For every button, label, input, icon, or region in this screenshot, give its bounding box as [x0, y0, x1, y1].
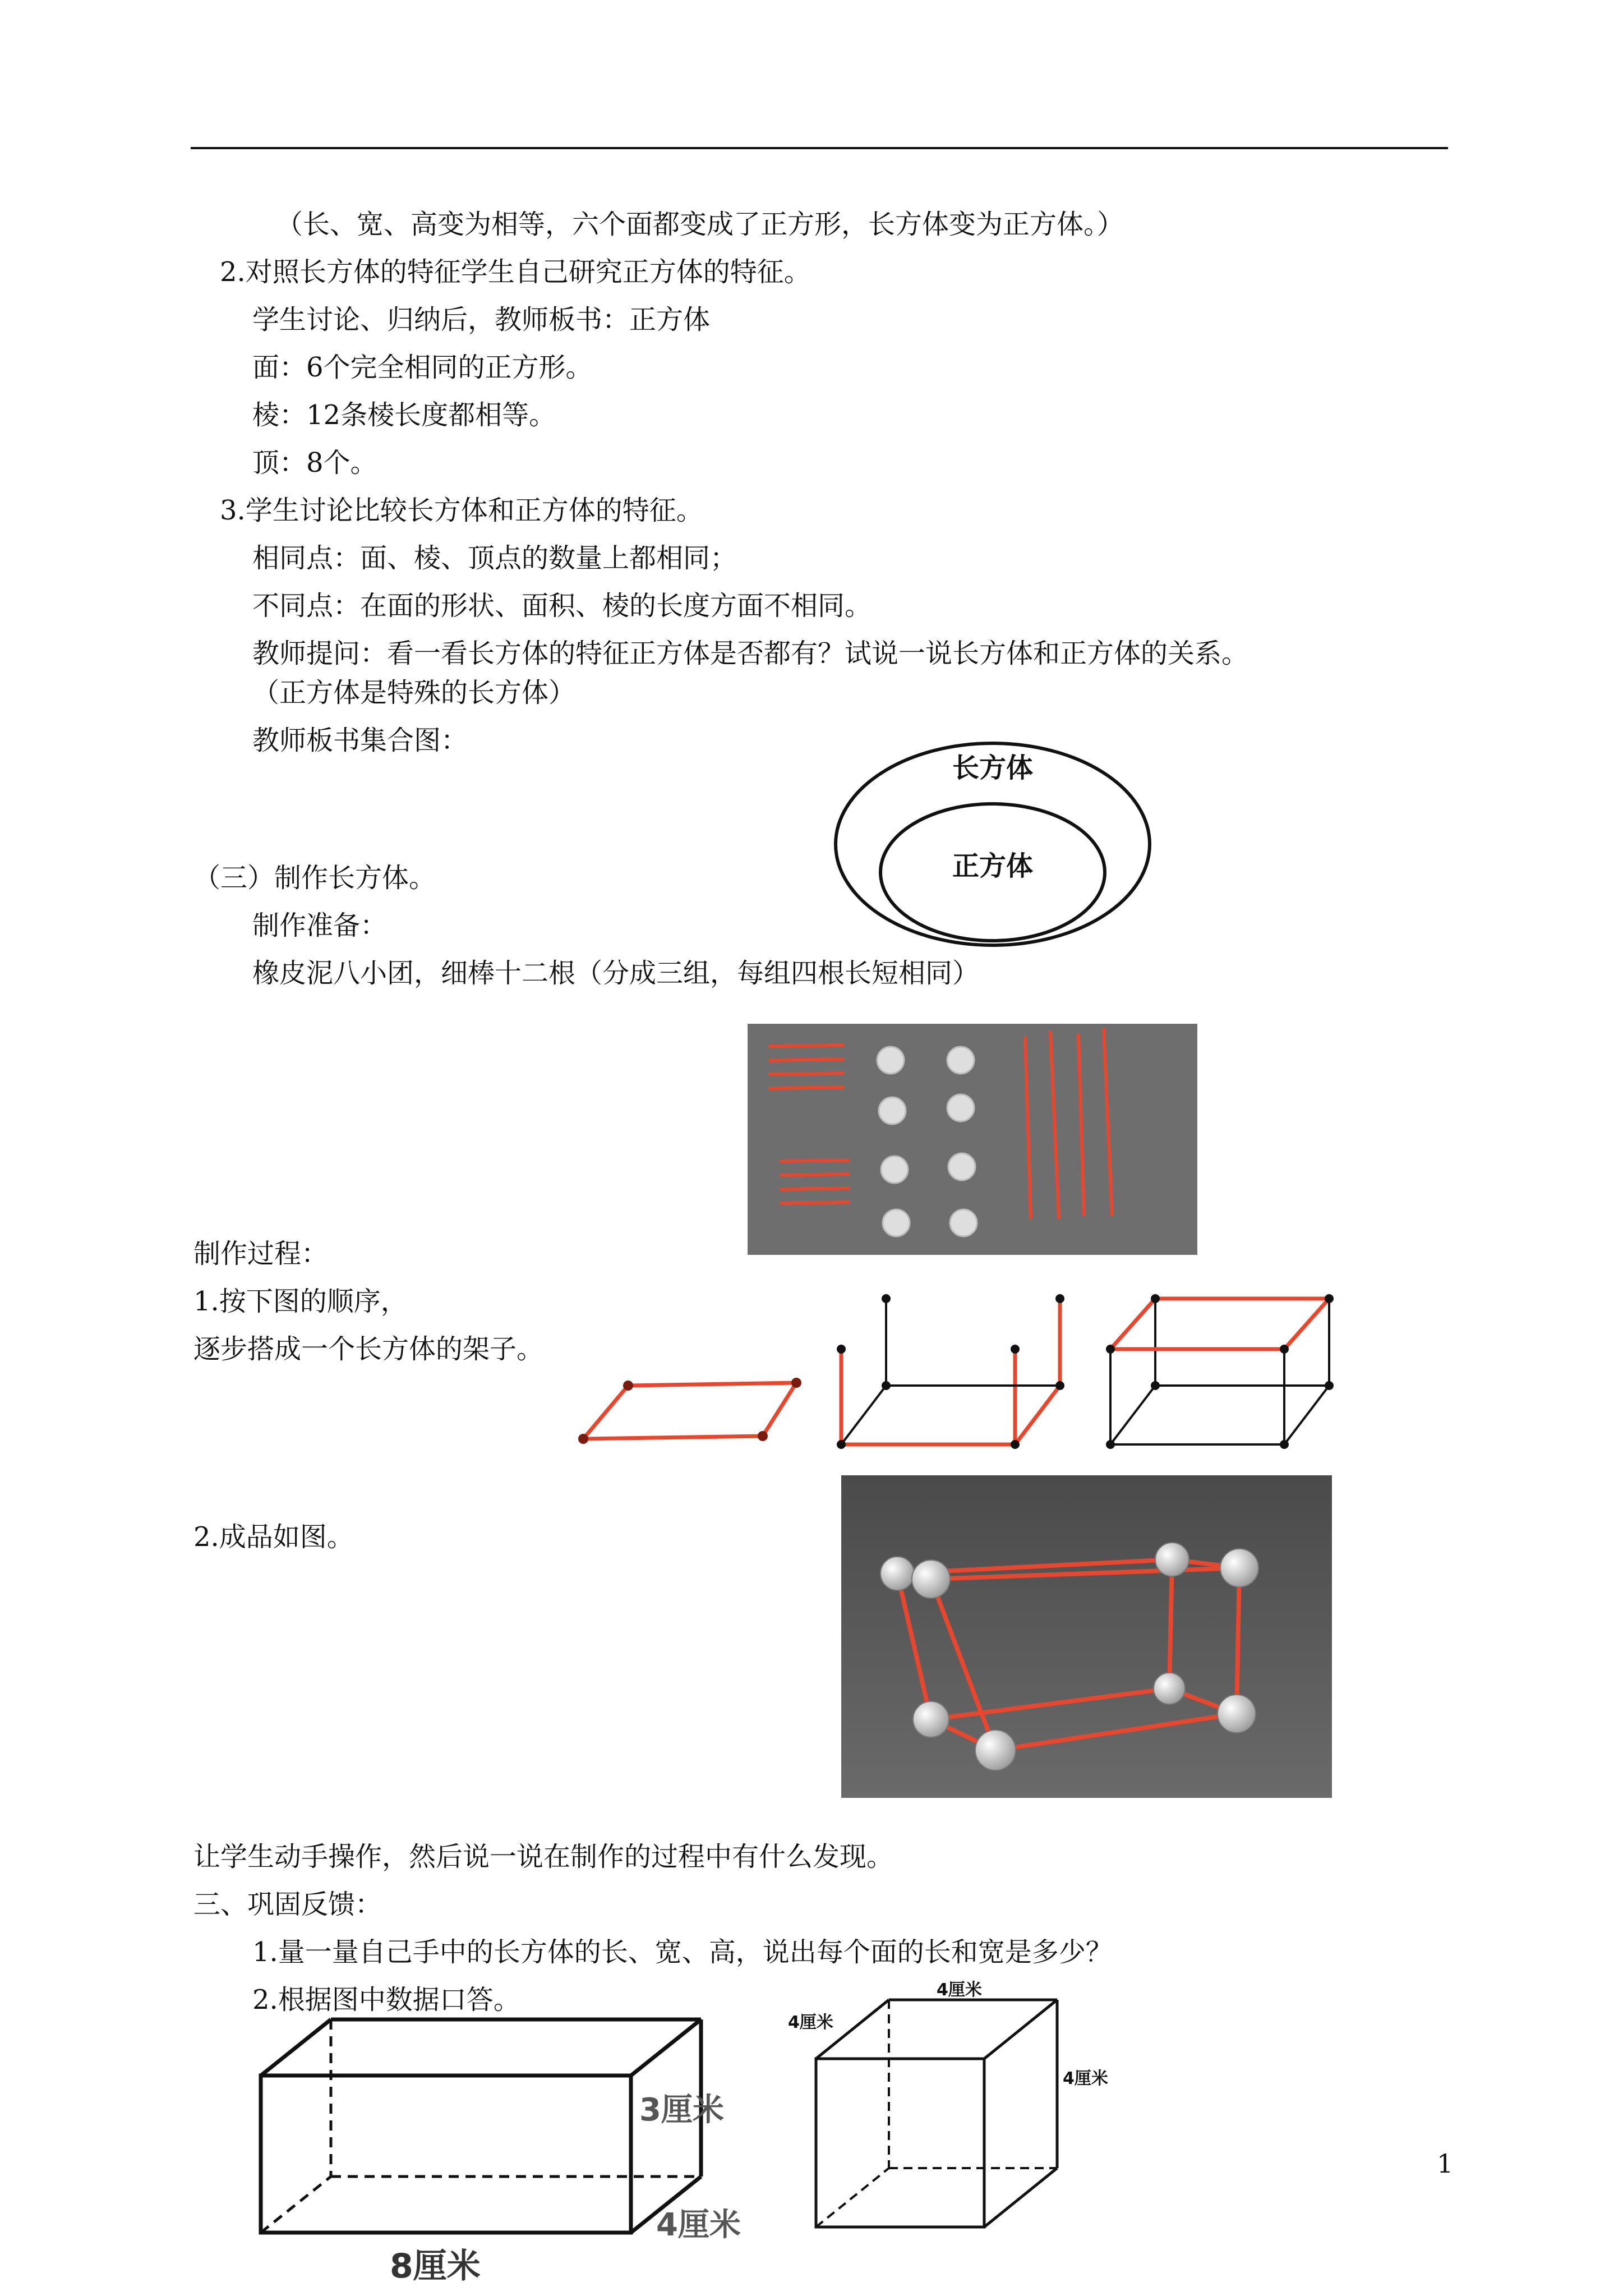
cuboid-figure	[252, 2008, 768, 2289]
cuboid-width-label: 4厘米	[656, 2207, 741, 2243]
text-line-21: 三、巩固反馈：	[193, 1889, 382, 1920]
venn-outer-label: 长方体	[952, 752, 1034, 784]
materials-photo	[748, 1024, 1197, 1255]
step-3-frame	[1099, 1287, 1346, 1456]
text-line-3: 学生讨论、归纳后，教师板书：正方体	[252, 304, 711, 335]
text-line-12: 教师板书集合图：	[252, 725, 468, 756]
cube-top-label: 4厘米	[937, 1980, 982, 2000]
text-line-23: 2.根据图中数据口答。	[252, 1984, 520, 2016]
set-diagram	[830, 738, 1155, 951]
cube-right-label: 4厘米	[1063, 2069, 1108, 2088]
text-line-7: 3.学生讨论比较长方体和正方体的特征。	[220, 495, 703, 526]
text-line-20: 让学生动手操作，然后说一说在制作的过程中有什么发现。	[193, 1841, 894, 1872]
text-line-11: （正方体是特殊的长方体）	[252, 677, 576, 708]
text-line-17: 1.按下图的顺序，	[193, 1286, 408, 1317]
text-line-4: 面：6个完全相同的正方形。	[252, 352, 593, 383]
header-rule	[191, 147, 1448, 149]
text-line-19: 2.成品如图。	[193, 1521, 354, 1553]
text-line-1: （长、宽、高变为相等，六个面都变成了正方形，长方体变为正方体。）	[276, 209, 1124, 240]
text-line-2: 2.对照长方体的特征学生自己研究正方体的特征。	[220, 256, 811, 288]
text-line-15: 橡皮泥八小团，细棒十二根（分成三组，每组四根长短相同）	[252, 958, 980, 989]
text-line-13: （三）制作长方体。	[193, 862, 436, 894]
page-number: 1	[1437, 2148, 1454, 2179]
text-line-18: 逐步搭成一个长方体的架子。	[193, 1333, 544, 1365]
venn-inner-label: 正方体	[952, 850, 1034, 882]
text-line-14: 制作准备：	[252, 910, 388, 941]
cuboid-height-label: 3厘米	[639, 2092, 724, 2128]
step-1-frame	[572, 1374, 808, 1447]
step-2-frame	[830, 1287, 1077, 1456]
cuboid-length-label: 8厘米	[390, 2247, 481, 2286]
cube-figure	[788, 1980, 1136, 2247]
text-line-8: 相同点：面、棱、顶点的数量上都相同；	[252, 542, 737, 574]
text-line-16: 制作过程：	[193, 1238, 329, 1269]
text-line-10: 教师提问：看一看长方体的特征正方体是否都有？试说一说长方体和正方体的关系。	[252, 638, 1249, 669]
text-line-6: 顶：8个。	[252, 447, 377, 478]
text-line-5: 棱：12条棱长度都相等。	[252, 399, 556, 431]
cube-left-label: 4厘米	[788, 2013, 833, 2032]
text-line-22: 1.量一量自己手中的长方体的长、宽、高，说出每个面的长和宽是多少？	[252, 1936, 1113, 1968]
text-line-9: 不同点：在面的形状、面积、棱的长度方面不相同。	[252, 590, 872, 622]
finished-cuboid-photo	[841, 1475, 1332, 1798]
